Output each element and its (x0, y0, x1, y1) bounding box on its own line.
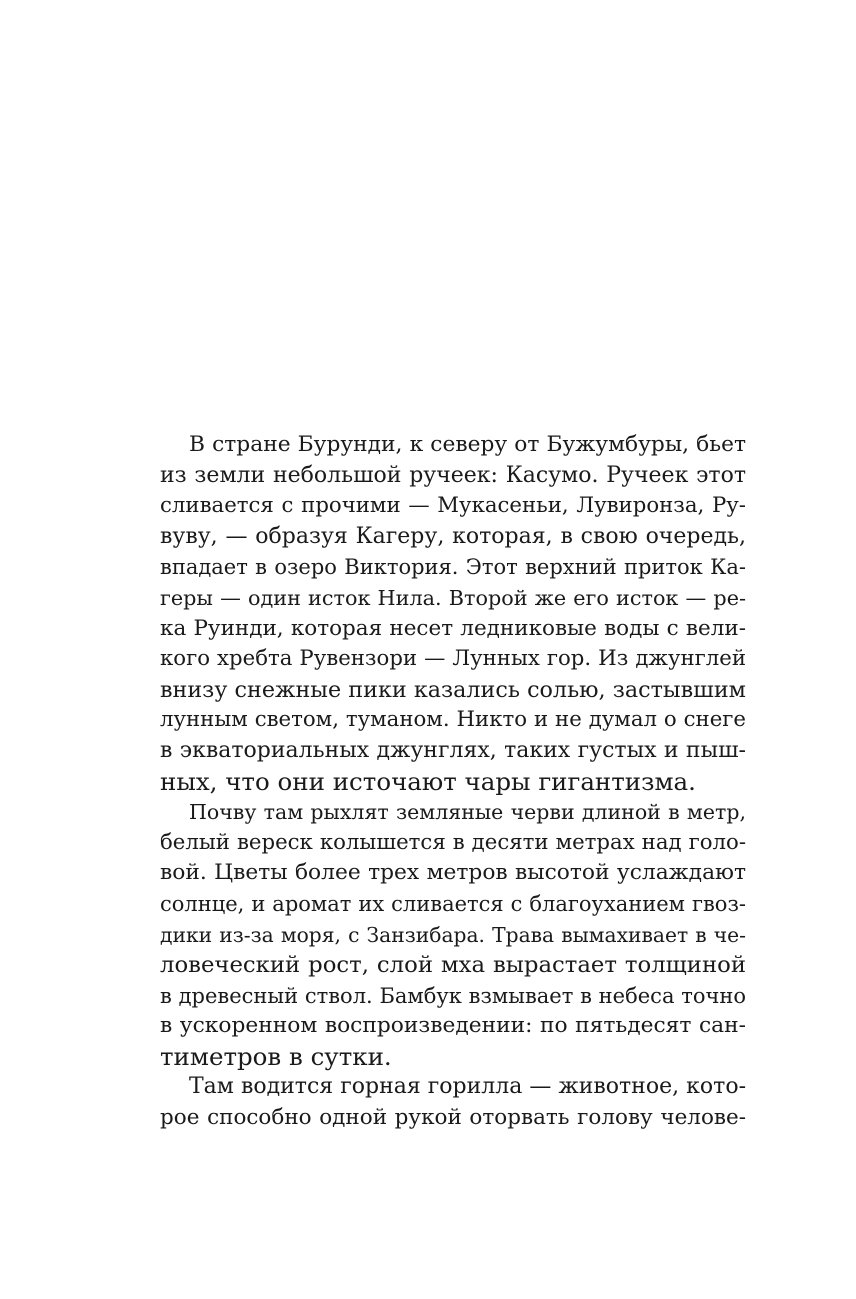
text-line: Почву там рыхлят земляные черви длиной в метр, (189, 800, 746, 825)
text-line: в древесный ствол. Бамбук взмывает в небеса точно (160, 983, 746, 1008)
paragraph-3 (160, 1072, 746, 1133)
text-line: рое способно одной рукой оторвать голову челове- (160, 1105, 746, 1131)
text-line: в экваториальных джунглях, таких густых и пыш- (160, 737, 746, 763)
text-line: сливается с прочими — Мукасеньи, Лувиронза, Ру- (160, 493, 746, 519)
paragraph-1 (160, 430, 746, 797)
text-line: солнце, и аромат их сливается с благоуханием гвоз- (160, 891, 746, 916)
text-line: внизу снежные пики казались солью, застывшим (160, 676, 746, 703)
text-line: впадает в озеро Виктория. Этот верхний приток Ка- (160, 555, 746, 580)
text-line: из земли небольшой ручеек: Касумо. Ручеек этот (160, 462, 746, 488)
body-text (160, 430, 746, 1134)
text-line: Там водится горная горилла — животное, кото- (189, 1074, 746, 1100)
paragraph-2 (160, 797, 746, 1072)
text-line: ловеческий рост, слой мха вырастает толщиной (160, 952, 746, 979)
text-line: вой. Цветы более трех метров высотой услаждают (160, 860, 746, 886)
text-line: ных, что они источают чары гигантизма. (160, 766, 696, 796)
text-line: тиметров в сутки. (160, 1041, 392, 1071)
text-line: белый вереск колышется в десяти метрах над голо- (160, 829, 746, 855)
text-line: лунным светом, туманом. Никто и не думал о снеге (160, 707, 746, 733)
text-line: В стране Бурунди, к северу от Бужумбуры, бьет (189, 432, 746, 457)
text-line: дики из-за моря, с Занзибара. Трава вымахивает в че- (160, 922, 746, 947)
text-line: геры — один исток Нила. Второй же его исток — ре- (160, 585, 746, 610)
text-line: в ускоренном воспроизведении: по пятьдесят сан- (160, 1013, 746, 1039)
text-line: ка Руинди, которая несет ледниковые воды с вели- (160, 615, 746, 641)
text-line: вуву, — образуя Кагеру, которая, в свою очередь, (160, 523, 746, 549)
text-line: кого хребта Рувензори — Лунных гор. Из джунглей (160, 646, 746, 672)
